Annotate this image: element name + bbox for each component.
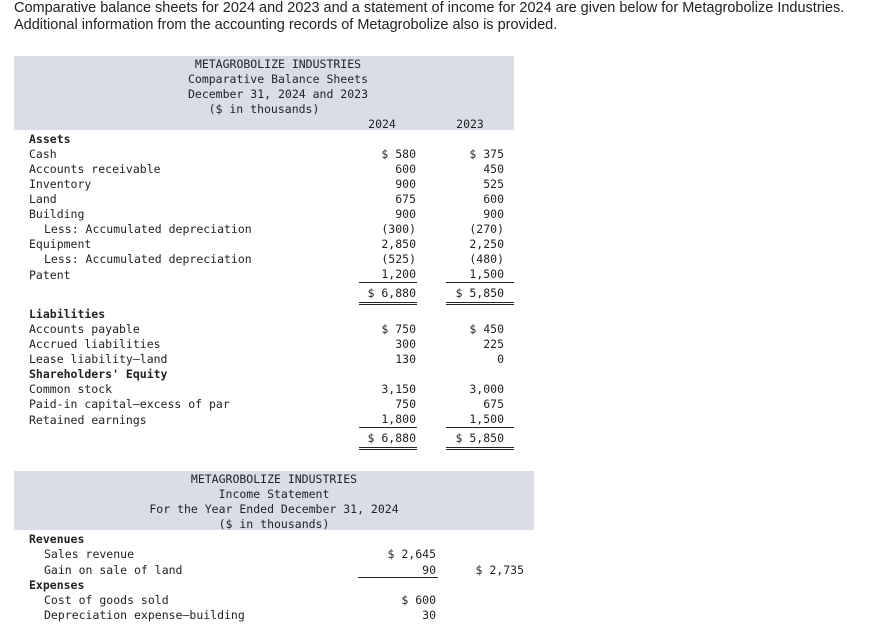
asset-accounts-receivable-2024: 600: [395, 162, 416, 176]
asset-label-patent: Patent: [29, 268, 71, 282]
equity-paid-in-capital-2023: 675: [483, 397, 504, 411]
bs-company-name: METAGROBOLIZE INDUSTRIES: [194, 57, 362, 71]
liab-total-double-rule-2023: [446, 447, 514, 450]
liability-label-lease-liability-land: Lease liability—land: [29, 352, 168, 366]
assets-total-2024: $ 6,880: [367, 286, 416, 300]
equity-common-stock-2023: 3,000: [469, 382, 504, 396]
revenue-sales-amount: $ 2,645: [387, 547, 436, 561]
bs-date-line: December 31, 2024 and 2023: [187, 87, 368, 101]
asset-label-equipment: Equipment: [29, 237, 92, 251]
expense-cogs-amount: $ 600: [401, 593, 436, 607]
asset-equipment-2024: 2,850: [381, 237, 416, 251]
liab-equity-total-2023: $ 5,850: [455, 431, 504, 445]
liability-lease-liability-land-2023: 0: [497, 352, 504, 366]
expense-label-cogs: Cost of goods sold: [44, 593, 169, 607]
equity-common-stock-2024: 3,150: [381, 382, 416, 396]
assets-total-double-rule-2024: [359, 302, 417, 305]
liability-label-accounts-payable: Accounts payable: [29, 322, 140, 336]
liability-accrued-liabilities-2024: 300: [395, 337, 416, 351]
liability-label-accrued-liabilities: Accrued liabilities: [29, 337, 161, 351]
asset-patent-2023: 1,500: [469, 267, 504, 281]
revenue-label-gain-on-land: Gain on sale of land: [44, 563, 183, 577]
revenues-heading: Revenues: [29, 532, 85, 546]
revenues-subtotal-rule: [358, 577, 438, 578]
assets-total-2023: $ 5,850: [455, 286, 504, 300]
liab-equity-total-2024: $ 6,880: [367, 431, 416, 445]
equity-label-retained-earnings: Retained earnings: [29, 413, 147, 427]
asset-equipment-accum-depreciation-2024: (525): [381, 252, 416, 266]
equity-retained-earnings-2024: 1,800: [381, 412, 416, 426]
asset-accounts-receivable-2023: 450: [483, 162, 504, 176]
asset-cash-2024: $ 580: [381, 147, 416, 161]
asset-building-2024: 900: [395, 207, 416, 221]
asset-inventory-2024: 900: [395, 177, 416, 191]
equity-paid-in-capital-2024: 750: [395, 397, 416, 411]
asset-building-2023: 900: [483, 207, 504, 221]
equity-label-paid-in-capital: Paid-in capital—excess of par: [29, 397, 230, 411]
asset-label-accounts-receivable: Accounts receivable: [29, 162, 161, 176]
expense-label-depreciation-building: Depreciation expense—building: [44, 608, 245, 622]
liability-lease-liability-land-2024: 130: [395, 352, 416, 366]
expense-depreciation-building-amount: 30: [422, 608, 436, 622]
expenses-heading: Expenses: [29, 578, 85, 592]
equity-label-common-stock: Common stock: [29, 382, 113, 396]
liab-subtotal-rule-2023: [446, 427, 514, 428]
asset-cash-2023: $ 375: [469, 147, 504, 161]
assets-total-double-rule-2023: [446, 302, 514, 305]
assets-subtotal-rule-2023: [446, 282, 514, 283]
asset-building-accum-depreciation-2024: (300): [381, 222, 416, 236]
asset-equipment-accum-depreciation-2023: (480): [469, 252, 504, 266]
asset-land-2023: 600: [483, 192, 504, 206]
revenue-label-sales: Sales revenue: [44, 547, 135, 561]
liabilities-heading: Liabilities: [29, 307, 106, 321]
intro-paragraph: Comparative balance sheets for 2024 and 2023 and a statement of income for 2024 are given below for Metagrobolize Industries. Additional information from the accounting records of Metagrobolize also is provided.: [14, 0, 845, 33]
bs-statement-title: Comparative Balance Sheets: [187, 72, 368, 86]
is-units-note: ($ in thousands): [218, 517, 330, 531]
asset-label-cash: Cash: [29, 147, 57, 161]
bs-col-2024-heading: 2024: [368, 117, 396, 131]
liability-accrued-liabilities-2023: 225: [483, 337, 504, 351]
asset-inventory-2023: 525: [483, 177, 504, 191]
is-period-line: For the Year Ended December 31, 2024: [149, 502, 399, 516]
asset-patent-2024: 1,200: [381, 267, 416, 281]
asset-label-land: Land: [29, 192, 57, 206]
asset-land-2024: 675: [395, 192, 416, 206]
liab-total-double-rule-2024: [359, 447, 417, 450]
equity-retained-earnings-2023: 1,500: [469, 412, 504, 426]
equity-heading: Shareholders' Equity: [29, 367, 168, 381]
assets-heading: Assets: [29, 132, 71, 146]
asset-label-building-accum-depreciation: Less: Accumulated depreciation: [44, 222, 252, 236]
asset-label-building: Building: [29, 207, 85, 221]
asset-building-accum-depreciation-2023: (270): [469, 222, 504, 236]
liability-accounts-payable-2023: $ 450: [469, 322, 504, 336]
is-company-name: METAGROBOLIZE INDUSTRIES: [190, 472, 358, 486]
asset-equipment-2023: 2,250: [469, 237, 504, 251]
revenue-gain-on-land-amount: 90: [422, 563, 436, 577]
liability-accounts-payable-2024: $ 750: [381, 322, 416, 336]
asset-label-inventory: Inventory: [29, 177, 92, 191]
is-statement-title: Income Statement: [218, 487, 330, 501]
liab-subtotal-rule-2024: [359, 427, 417, 428]
assets-subtotal-rule-2024: [359, 282, 417, 283]
bs-units-note: ($ in thousands): [208, 102, 320, 116]
revenues-total-amount: $ 2,735: [475, 563, 524, 577]
bs-col-2023-heading: 2023: [456, 117, 484, 131]
asset-label-equipment-accum-depreciation: Less: Accumulated depreciation: [44, 252, 252, 266]
